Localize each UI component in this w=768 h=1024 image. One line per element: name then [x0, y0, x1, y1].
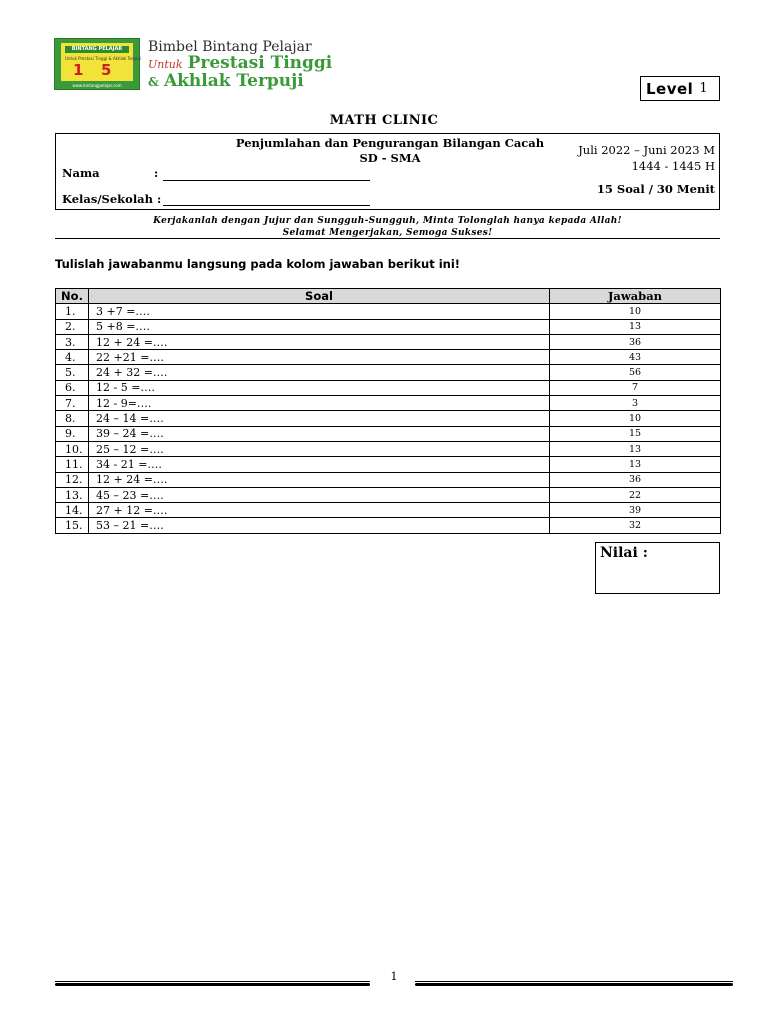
subject-title: Penjumlahan dan Pengurangan Bilangan Cacah	[235, 136, 545, 150]
name-colon: :	[154, 166, 159, 180]
level-box	[640, 76, 720, 101]
question-number: 8.	[56, 411, 89, 426]
table-row	[56, 334, 721, 349]
hijri-year: 1444 - 1445 H	[631, 159, 715, 173]
level-value: 1	[699, 81, 708, 96]
question-number: 13.	[56, 487, 89, 502]
logo-badge-tagline: Untuk Prestasi Tinggi & Akhlak Terpuji	[65, 56, 141, 61]
table-row	[56, 396, 721, 411]
question-text: 5 +8 =….	[89, 319, 550, 334]
table-row	[56, 426, 721, 441]
question-number: 4.	[56, 350, 89, 365]
class-school-field[interactable]	[163, 205, 370, 206]
table-row	[56, 350, 721, 365]
motto-line-1: Kerjakanlah dengan Jujur dan Sungguh-Sungguh, Minta Tolonglah hanya kepada Allah!	[153, 216, 622, 226]
answer-cell[interactable]: 3	[550, 396, 721, 411]
answer-cell[interactable]: 15	[550, 426, 721, 441]
logo-number-right: 5	[101, 61, 112, 79]
question-number: 14.	[56, 503, 89, 518]
header-soal: Soal	[89, 289, 550, 304]
question-text: 24 + 32 =….	[89, 365, 550, 380]
answer-cell[interactable]: 22	[550, 487, 721, 502]
answer-cell[interactable]: 39	[550, 503, 721, 518]
table-row	[56, 365, 721, 380]
answer-cell[interactable]: 56	[550, 365, 721, 380]
logo-number-left: 1	[73, 61, 84, 79]
table-row	[56, 518, 721, 533]
header-no: No.	[56, 289, 89, 304]
question-text: 27 + 12 =….	[89, 503, 550, 518]
table-header-row	[56, 289, 721, 304]
divider	[55, 238, 720, 239]
brand-ampersand: &	[148, 75, 159, 89]
name-label: Nama	[62, 166, 100, 180]
table-row	[56, 503, 721, 518]
answer-cell[interactable]: 10	[550, 411, 721, 426]
page-number: 1	[390, 970, 398, 983]
question-number: 2.	[56, 319, 89, 334]
brand-name: Bimbel Bintang Pelajar	[148, 39, 312, 55]
question-number: 9.	[56, 426, 89, 441]
question-text: 39 – 24 =….	[89, 426, 550, 441]
academic-period: Juli 2022 – Juni 2023 M	[578, 143, 715, 157]
answer-cell[interactable]: 13	[550, 319, 721, 334]
logo-website: www.bintangpelajar.com	[72, 83, 122, 88]
table-row	[56, 441, 721, 456]
table-row	[56, 380, 721, 395]
question-number: 10.	[56, 441, 89, 456]
level-range: SD - SMA	[359, 151, 421, 165]
question-number: 15.	[56, 518, 89, 533]
question-number: 7.	[56, 396, 89, 411]
question-text: 22 +21 =….	[89, 350, 550, 365]
table-body	[56, 304, 721, 533]
table-row	[56, 457, 721, 472]
question-number: 11.	[56, 457, 89, 472]
answer-cell[interactable]: 10	[550, 304, 721, 319]
answer-cell[interactable]: 13	[550, 441, 721, 456]
answer-cell[interactable]: 7	[550, 380, 721, 395]
question-text: 53 – 21 =….	[89, 518, 550, 533]
question-text: 3 +7 =….	[89, 304, 550, 319]
brand-untuk: Untuk	[148, 58, 183, 71]
question-text: 24 – 14 =….	[89, 411, 550, 426]
question-number: 5.	[56, 365, 89, 380]
question-text: 34 - 21 =….	[89, 457, 550, 472]
brand-prestasi: Prestasi Tinggi	[187, 53, 333, 73]
table-row	[56, 304, 721, 319]
question-number: 12.	[56, 472, 89, 487]
question-text: 12 - 9=….	[89, 396, 550, 411]
page-title: MATH CLINIC	[329, 113, 439, 128]
brand-logo	[54, 38, 140, 90]
question-text: 12 - 5 =….	[89, 380, 550, 395]
answer-cell[interactable]: 43	[550, 350, 721, 365]
table-row	[56, 319, 721, 334]
answer-cell[interactable]: 32	[550, 518, 721, 533]
question-text: 12 + 24 =….	[89, 472, 550, 487]
question-text: 45 – 23 =….	[89, 487, 550, 502]
brand-akhlak: Akhlak Terpuji	[163, 71, 304, 91]
logo-badge	[61, 43, 141, 81]
question-number: 1.	[56, 304, 89, 319]
name-field[interactable]	[163, 180, 370, 181]
question-count-time: 15 Soal / 30 Menit	[596, 182, 715, 196]
level-label: Level	[646, 79, 694, 98]
question-text: 25 – 12 =….	[89, 441, 550, 456]
question-table	[55, 288, 721, 534]
motto-line-2: Selamat Mengerjakan, Semoga Sukses!	[282, 228, 493, 238]
instruction-text: Tulislah jawabanmu langsung pada kolom jawaban berikut ini!	[55, 257, 461, 271]
answer-cell[interactable]: 36	[550, 334, 721, 349]
footer-bar-right	[415, 981, 733, 986]
brand-slogan-line2	[148, 71, 304, 92]
answer-cell[interactable]: 36	[550, 472, 721, 487]
question-number: 6.	[56, 380, 89, 395]
table-row	[56, 487, 721, 502]
question-number: 3.	[56, 334, 89, 349]
table-row	[56, 472, 721, 487]
table-row	[56, 411, 721, 426]
question-text: 12 + 24 =….	[89, 334, 550, 349]
class-school-label: Kelas/Sekolah :	[62, 192, 162, 206]
logo-badge-title: BINTANG PELAJAR	[65, 46, 129, 53]
answer-cell[interactable]: 13	[550, 457, 721, 472]
footer-bar-left	[55, 981, 370, 986]
score-label: Nilai :	[600, 545, 648, 561]
header-jawaban: Jawaban	[550, 289, 721, 304]
